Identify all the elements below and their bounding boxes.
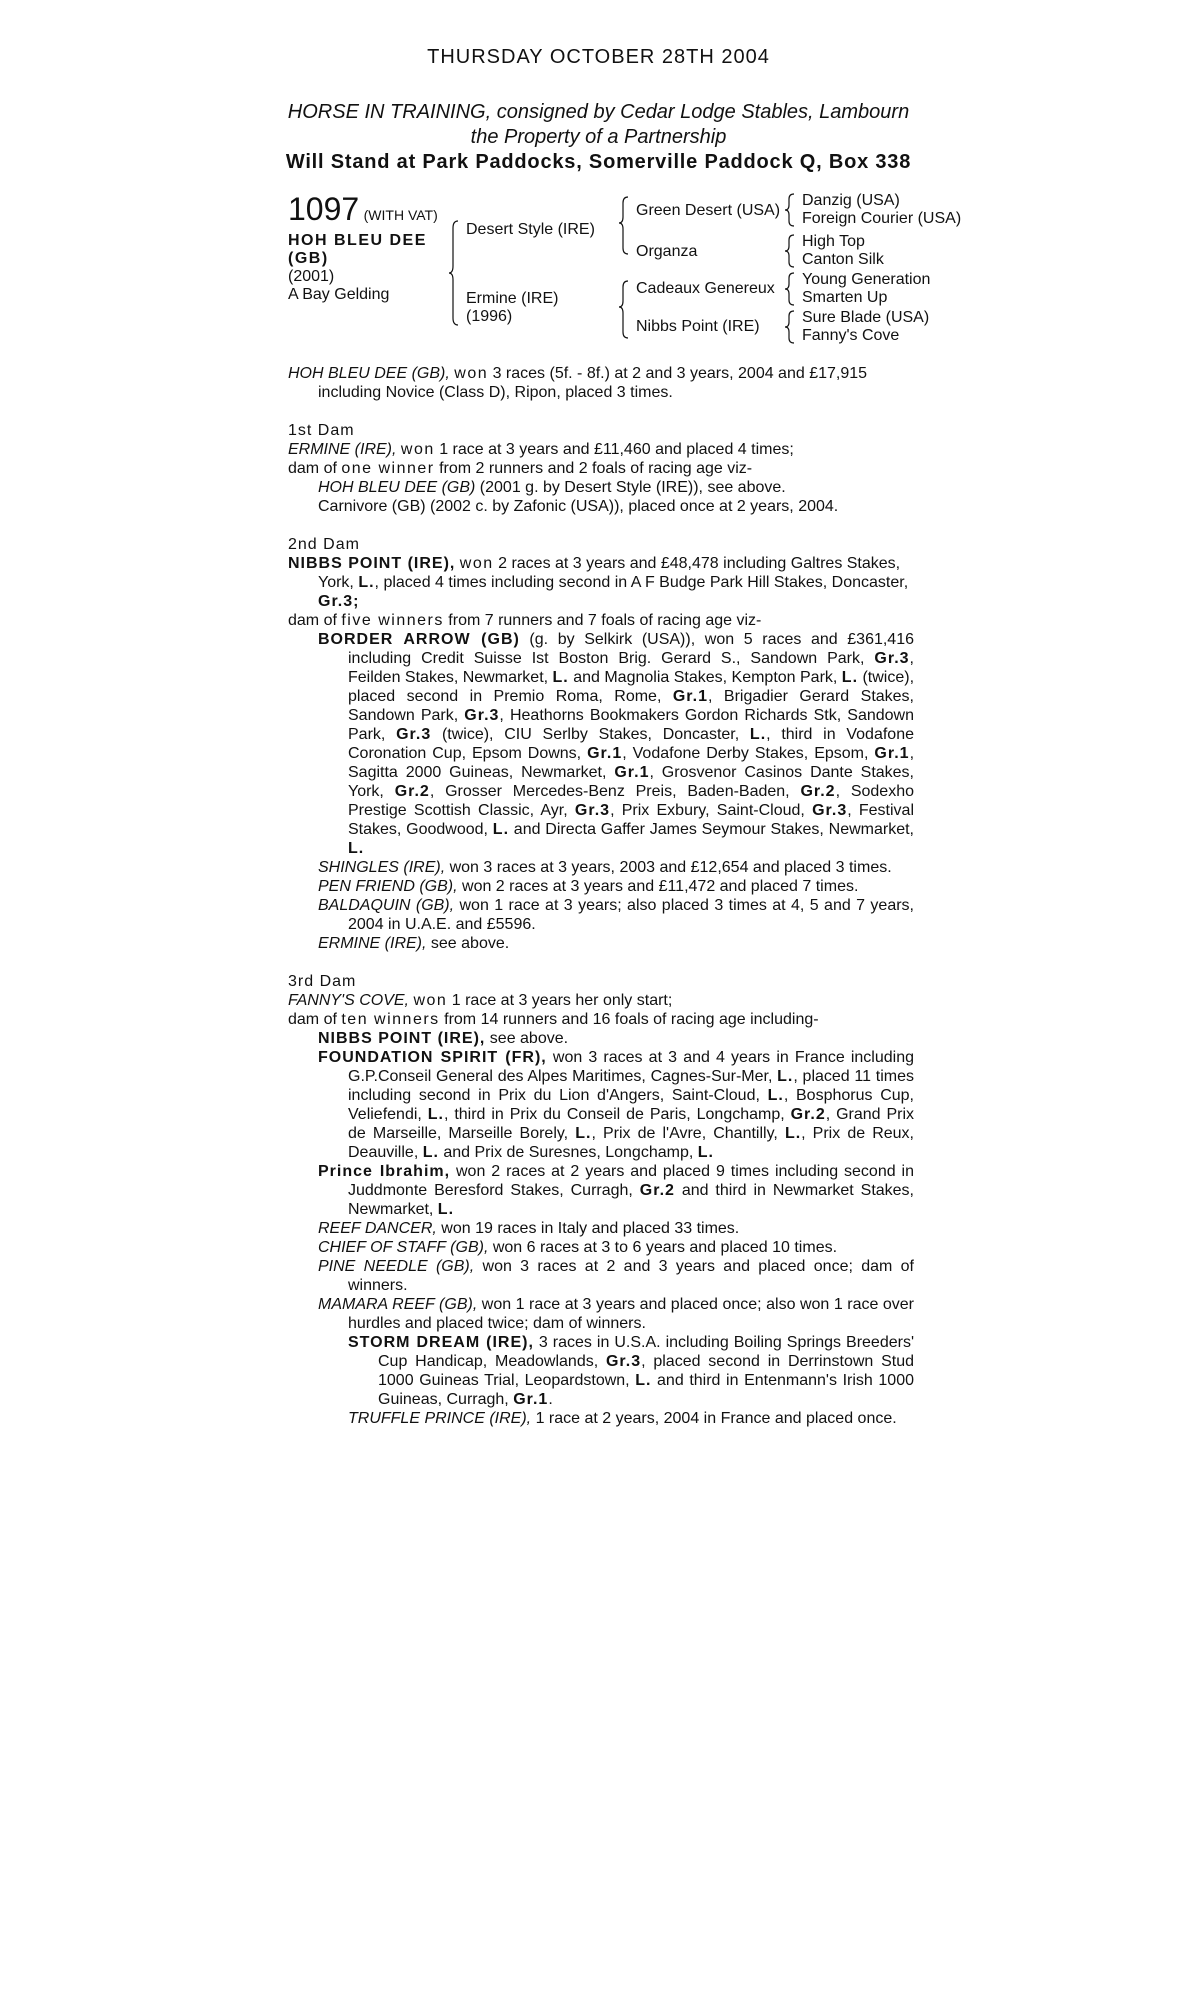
chief-of-staff-record: CHIEF OF STAFF (GB), won 6 races at 3 to 6 years and placed 10 times. [318, 1239, 838, 1256]
baldaquin-record: BALDAQUIN (GB), won 1 race at 3 years; also placed 3 times at 4, 5 and 7 years, 2004 in U.A.E. and £5596. [318, 897, 915, 933]
gg-danzig: Danzig (USA) [802, 192, 900, 209]
prince-ibrahim-record: Prince Ibrahim, won 2 races at 2 years and placed 9 times including second in Juddmonte Beresford Stakes, Curragh, Gr.2 and third in Newmarket Stakes, Newmarket, L. [318, 1163, 915, 1218]
dam-dam: Nibbs Point (IRE) [636, 318, 760, 335]
pedigree-bracket-gg1 [784, 193, 796, 227]
race-record-intro-cont: including Novice (Class D), Ripon, placed 3 times. [318, 384, 673, 401]
pedigree-bracket-main [448, 220, 460, 326]
foundation-spirit-record: FOUNDATION SPIRIT (FR), won 3 races at 3 and 4 years in France including G.P.Conseil General des Alpes Maritimes, Cagnes-Sur-Mer, L., placed 11 times including second in Prix du Lion d'Angers, Saint-Cloud, L., Bosphorus Cup, Veliefendi, L., third in Prix du Conseil de Paris, Longchamp, Gr.2, Grand Prix de Marseille, Marseille Borely, L., Prix de l'Avre, Chantilly, L., Prix de Reux, Deauville, L. and Prix de Suresnes, Longchamp, L. [318, 1049, 915, 1161]
sire-dam: Organza [636, 243, 698, 260]
sire: Desert Style (IRE) [466, 221, 595, 238]
pedigree-bracket-gg3 [784, 272, 796, 306]
gg-fannys-cove: Fanny's Cove [802, 327, 900, 344]
second-dam-record: NIBBS POINT (IRE), won 2 races at 3 years and £48,478 including Galtres Stakes, York, L., placed 4 times including second in A F Budge Park Hill Stakes, Doncaster, Gr.3; [288, 555, 909, 610]
mamara-reef-record: MAMARA REEF (GB), won 1 race at 3 years and placed once; also won 1 race over hurdles and placed twice; dam of winners. [318, 1296, 915, 1332]
first-dam-progeny-1: HOH BLEU DEE (GB) (2001 g. by Desert Style (IRE)), see above. [318, 479, 786, 496]
first-dam-record: ERMINE (IRE), won 1 race at 3 years and £11,460 and placed 4 times; [288, 441, 794, 458]
border-arrow-record: BORDER ARROW (GB) (g. by Selkirk (USA)), won 5 races and £361,416 including Credit Suisse Ist Boston Brig. Gerard S., Sandown Park, Gr.3, Feilden Stakes, Newmarket, L. and Magnolia Stakes, Kempton Park, L. (twice), placed second in Premio Roma, Rome, Gr.1, Brigadier Gerard Stakes, Sandown Park, Gr.3, Heathorns Bookmakers Gordon Richards Stk, Sandown Park, Gr.3 (twice), CIU Serlby Stakes, Doncaster, L., third in Vodafone Coronation Cup, Epsom Downs, Gr.1, Vodafone Derby Stakes, Epsom, Gr.1, Sagitta 2000 Guineas, Newmarket, Gr.1, Grosvenor Casinos Dante Stakes, York, Gr.2, Grosser Mercedes-Benz Preis, Baden-Baden, Gr.2, Sodexho Prestige Scottish Classic, Ayr, Gr.3, Prix Exbury, Saint-Cloud, Gr.3, Festival Stakes, Goodwood, L. and Directa Gaffer James Seymour Stakes, Newmarket, L. [318, 631, 915, 857]
consignment-line: HORSE IN TRAINING, consigned by Cedar Lodge Stables, Lambourn [287, 101, 910, 123]
gg-young-generation: Young Generation [802, 271, 931, 288]
consignment-block [0, 100, 1197, 175]
stand-line: Will Stand at Park Paddocks, Somerville Paddock Q, Box 338 [285, 151, 912, 173]
nibbs-point-record: NIBBS POINT (IRE), see above. [318, 1030, 569, 1047]
sire-sire: Green Desert (USA) [636, 202, 781, 219]
race-record-intro: HOH BLEU DEE (GB), won 3 races (5f. - 8f.) at 2 and 3 years, 2004 and £17,915 [288, 365, 868, 382]
foaling-year: (2001) [288, 268, 335, 285]
third-dam-record: FANNY'S COVE, won 1 race at 3 years her only start; [288, 992, 673, 1009]
gg-foreign-courier: Foreign Courier (USA) [802, 210, 962, 227]
gg-smarten-up: Smarten Up [802, 289, 888, 306]
shingles-record: SHINGLES (IRE), won 3 races at 3 years, 2003 and £12,654 and placed 3 times. [318, 859, 892, 876]
horse-description: A Bay Gelding [288, 286, 390, 303]
first-dam-produce: dam of one winner from 2 runners and 2 foals of racing age viz- [288, 460, 753, 477]
pedigree-bracket-dam [618, 280, 630, 340]
pedigree-bracket-gg4 [784, 310, 796, 344]
dam-sire: Cadeaux Genereux [636, 280, 775, 297]
dam-year: (1996) [466, 308, 513, 325]
reef-dancer-record: REEF DANCER, won 19 races in Italy and placed 33 times. [318, 1220, 740, 1237]
pine-needle-record: PINE NEEDLE (GB), won 3 races at 2 and 3 years and placed once; dam of winners. [318, 1258, 914, 1294]
dam: Ermine (IRE) [466, 290, 559, 307]
property-line: the Property of a Partnership [470, 126, 727, 148]
ermine-record: ERMINE (IRE), see above. [318, 935, 510, 952]
pedigree-bracket-gg2 [784, 234, 796, 268]
sale-date: THURSDAY OCTOBER 28TH 2004 [427, 46, 770, 68]
pen-friend-record: PEN FRIEND (GB), won 2 races at 3 years and £11,472 and placed 7 times. [318, 878, 859, 895]
first-dam-heading: 1st Dam [288, 422, 355, 439]
gg-high-top: High Top [802, 233, 865, 250]
second-dam-heading: 2nd Dam [288, 536, 360, 553]
storm-dream-record: STORM DREAM (IRE), 3 races in U.S.A. including Boiling Springs Breeders' Cup Handicap, Meadowlands, Gr.3, placed second in Derrinstown Stud 1000 Guineas Trial, Leopardstown, L. and third in Entenmann's Irish 1000 Guineas, Curragh, Gr.1. [348, 1334, 915, 1408]
lot-number: 1097 [288, 191, 360, 227]
horse-name: HOH BLEU DEE (GB) [288, 232, 427, 267]
first-dam-progeny-2: Carnivore (GB) (2002 c. by Zafonic (USA)), placed once at 2 years, 2004. [318, 498, 839, 515]
lot-block [288, 190, 448, 304]
truffle-prince-record: TRUFFLE PRINCE (IRE), 1 race at 2 years, 2004 in France and placed once. [348, 1410, 897, 1427]
pedigree-bracket-sire [618, 196, 630, 256]
gg-canton-silk: Canton Silk [802, 251, 884, 268]
catalogue-body [288, 364, 914, 1428]
vat-note: (WITH VAT) [363, 207, 438, 223]
third-dam-heading: 3rd Dam [288, 973, 357, 990]
third-dam-produce: dam of ten winners from 14 runners and 16 foals of racing age including- [288, 1011, 819, 1028]
second-dam-produce: dam of five winners from 7 runners and 7 foals of racing age viz- [288, 612, 762, 629]
gg-sure-blade: Sure Blade (USA) [802, 309, 930, 326]
